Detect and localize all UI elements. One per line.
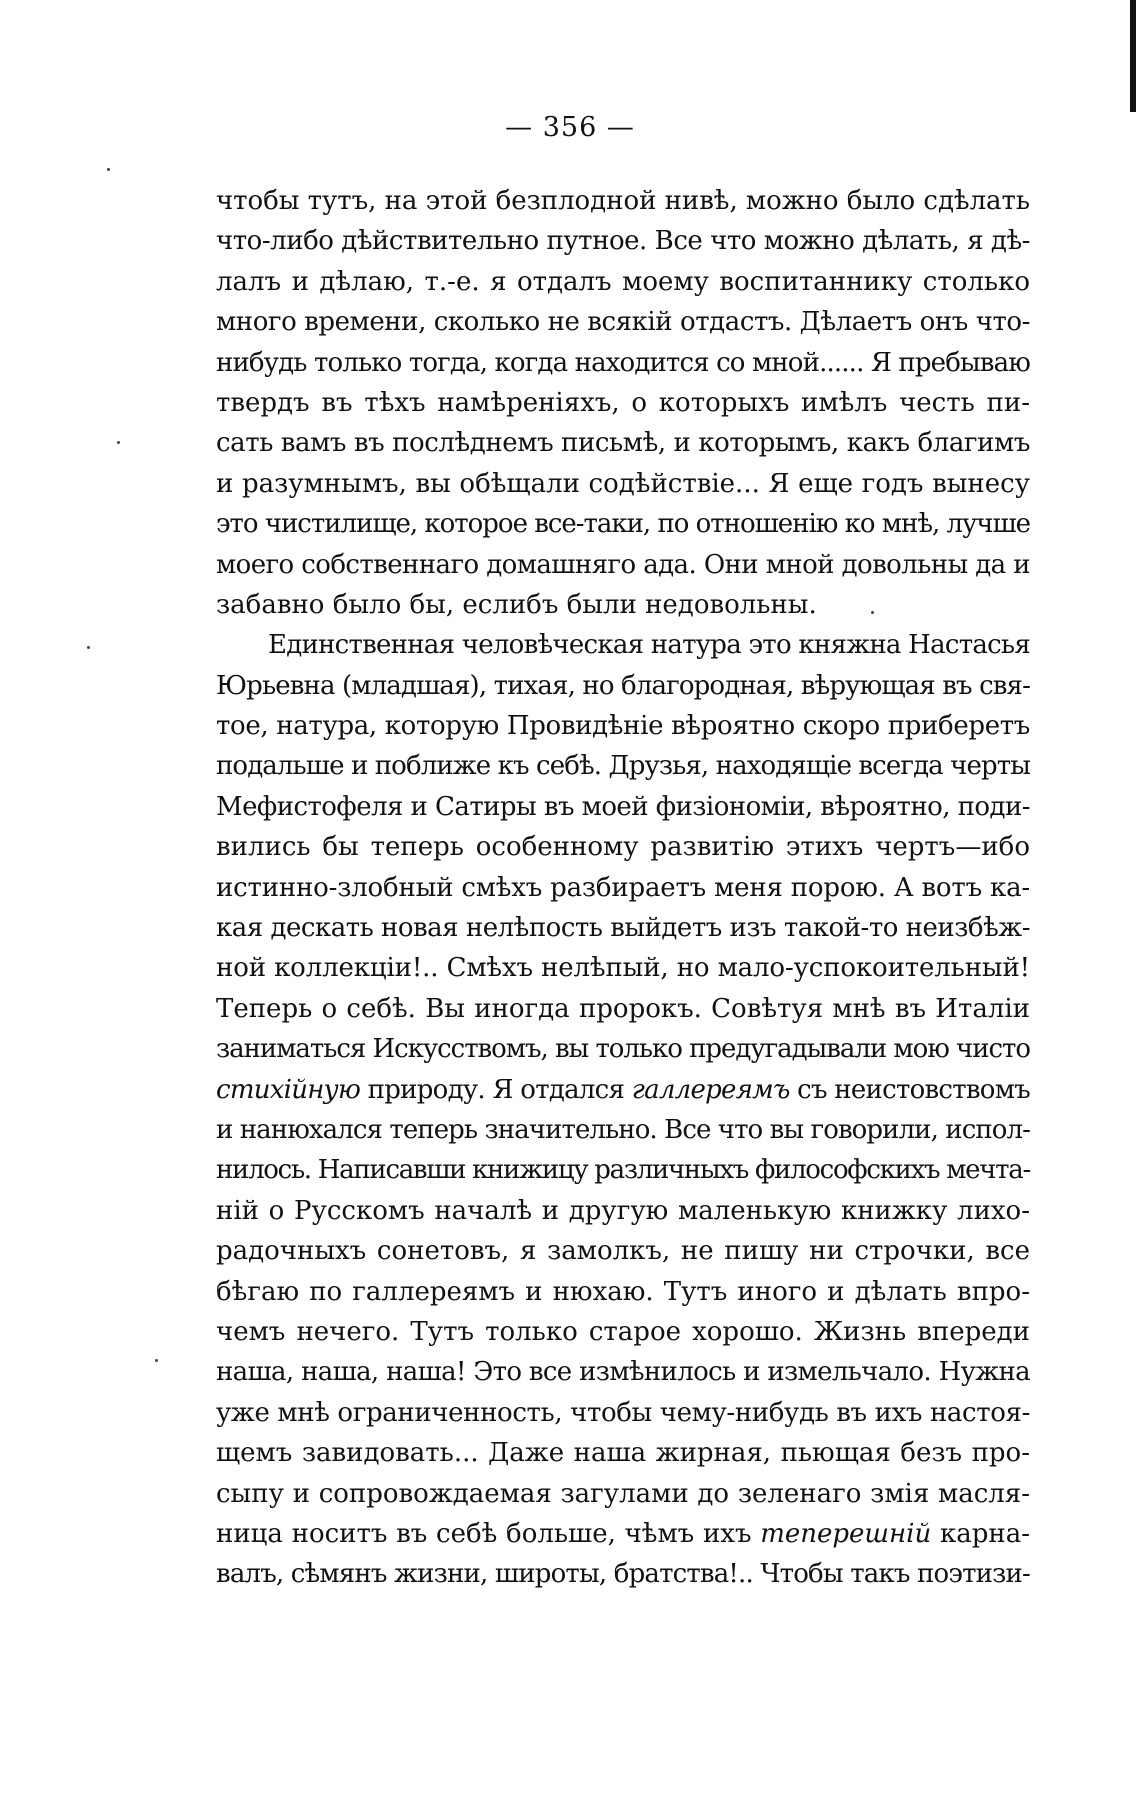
text-line: и нанюхался теперь значительно. Все что вы говорили, испол-	[216, 1114, 1030, 1145]
text-line: щемъ завидовать... Даже наша жирная, пьющая безъ про-	[216, 1438, 1030, 1469]
text-line: истинно-злобный смѣхъ разбираетъ меня порою. А вотъ ка-	[216, 872, 1030, 903]
text-line: чтобы тутъ, на этой безплодной нивѣ, можно было сдѣлать	[216, 186, 1030, 216]
text-line: наша, наша, наша! Это все измѣнилось и измельчало. Нужна	[216, 1357, 1030, 1388]
scan-speck	[117, 441, 120, 444]
page-edge-mark	[1130, 0, 1136, 112]
text-line: радочныхъ сонетовъ, я замолкъ, не пишу ни строчки, все	[216, 1236, 1030, 1267]
scan-speck	[155, 1359, 158, 1362]
text-line: чемъ нечего. Тутъ только старое хорошо. Жизнь впереди	[216, 1316, 1030, 1347]
text-line: бѣгаю по галлереямъ и нюхаю. Тутъ иного и дѣлать впро-	[216, 1276, 1030, 1307]
text-line: Теперь о себѣ. Вы иногда пророкъ. Совѣтуя мнѣ въ Италіи	[216, 993, 1030, 1024]
scan-speck	[107, 168, 110, 171]
paragraph-start-line: Единственная человѣческая натура это княжна Настасья	[268, 630, 1030, 661]
text-line: и разумнымъ, вы обѣщали содѣйствіе... Я еще годъ вынесу	[216, 468, 1030, 499]
text-line: моего собственнаго домашняго ада. Они мной довольны да и	[216, 549, 1030, 580]
text-line: тое, натура, которую Провидѣніе вѣроятно скоро приберетъ	[216, 711, 1030, 742]
text-line: нибудь только тогда, когда находится со мной...... Я пребываю	[216, 347, 1030, 378]
text-line-italic: стихійную природу. Я отдался галлереямъ съ неистовствомъ	[216, 1074, 1030, 1105]
italic-word: галлереямъ	[631, 1074, 790, 1105]
text-line: подальше и поближе къ себѣ. Друзья, находящіе всегда черты	[216, 751, 1030, 782]
text-line: лалъ и дѣлаю, т.-е. я отдалъ моему воспитаннику столько	[216, 266, 1030, 297]
text-line: твердъ въ тѣхъ намѣреніяхъ, о которыхъ имѣлъ честь пи-	[216, 387, 1030, 418]
text-line: сать вамъ въ послѣднемъ письмѣ, и которымъ, какъ благимъ	[216, 428, 1030, 459]
page-number: — 356 —	[505, 112, 635, 143]
body-text	[216, 181, 1030, 1595]
text-line: ной коллекціи!.. Смѣхъ нелѣпый, но мало-успокоительный!	[216, 953, 1030, 984]
text-line: нилось. Написавши книжицу различныхъ философскихъ мечта-	[216, 1155, 1030, 1186]
text-line: вились бы теперь особенному развитію этихъ чертъ—ибо	[216, 832, 1030, 863]
text-line: много времени, сколько не всякій отдастъ. Дѣлаетъ онъ что-	[216, 307, 1030, 338]
italic-word: теперешній	[760, 1518, 932, 1549]
text-line: валъ, сѣмянъ жизни, широты, братства!.. Чтобы такъ поэтизи-	[216, 1559, 1030, 1590]
scan-speck	[87, 646, 90, 649]
text-line: что-либо дѣйствительно путное. Все что можно дѣлать, я дѣ-	[216, 226, 1030, 257]
text-line: заниматься Искусствомъ, вы только предугадывали мою чисто	[216, 1034, 1030, 1065]
text-line: кая дескать новая нелѣпость выйдетъ изъ такой-то неизбѣж-	[216, 913, 1030, 944]
text-line: Мефистофеля и Сатиры въ моей физіономіи, вѣроятно, поди-	[216, 791, 1030, 822]
text-line: Юрьевна (младшая), тихая, но благородная, вѣрующая въ свя-	[216, 670, 1030, 701]
text-line-italic: ница носитъ въ себѣ больше, чѣмъ ихъ теперешній карна-	[216, 1518, 1030, 1549]
italic-word: стихійную	[216, 1074, 361, 1105]
paragraph-end-line: забавно было бы, еслибъ были недовольны.	[216, 589, 817, 620]
text-line: это чистилище, которое все-таки, по отношенію ко мнѣ, лучше	[216, 509, 1030, 540]
text-line: сыпу и сопровождаемая загулами до зеленаго змія масля-	[216, 1478, 1030, 1509]
text-line: ній о Русскомъ началѣ и другую маленькую книжку лихо-	[216, 1195, 1030, 1226]
text-line: уже мнѣ ограниченность, чтобы чему-нибудь въ ихъ настоя-	[216, 1397, 1030, 1428]
